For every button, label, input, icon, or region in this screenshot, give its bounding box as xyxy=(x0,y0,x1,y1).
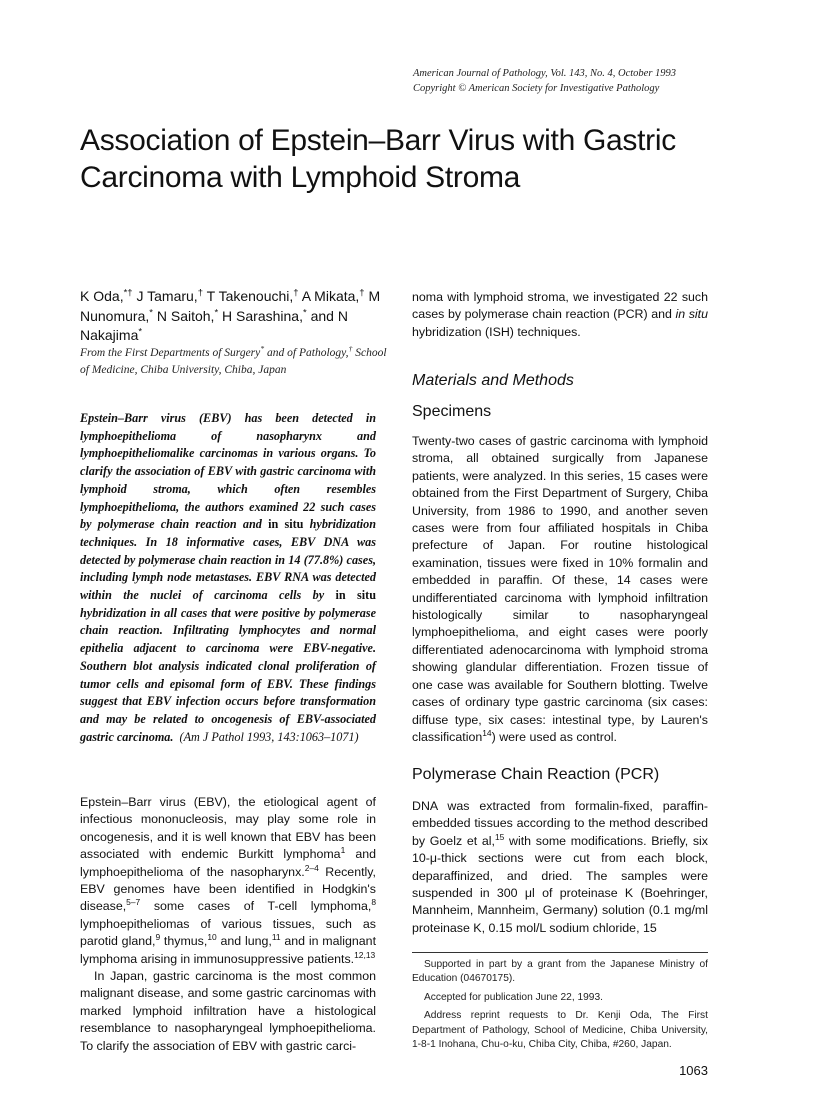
footnote-support: Supported in part by a grant from the Japanese Ministry of Education (04670175). xyxy=(412,959,708,985)
footnote-accepted: Accepted for publication June 22, 1993. xyxy=(424,991,603,1003)
intro-paragraph-2: In Japan, gastric carcinoma is the most common malignant disease, and some gastric carcinomas with marked lymphoid infiltration have a histological resemblance to nasopharyngeal lymphoepithelioma. To clarify the association of EBV with gastric carci- xyxy=(80,969,376,1053)
footnotes xyxy=(412,958,708,1056)
author-list: K Oda,*† J Tamaru,† T Takenouchi,† A Mikata,† M Nunomura,* N Saitoh,* H Sarashina,* and N Nakajima* xyxy=(80,287,381,343)
section-heading-materials-methods: Materials and Methods xyxy=(412,372,574,389)
pcr-paragraph: DNA was extracted from formalin-fixed, paraffin-embedded tissues according to the method described by Goelz et al,$^{15}$ with some modifications. Briefly, six 10-μ-thick sections were cut from each block, deparaffinized, and dried. The samples were suspended in 300 μl of proteinase K (Boehringer, Mannheim, Mannheim, Germany) solution (0.1 mg/ml proteinase K, 0.15 mol/L sodium chloride, 15 xyxy=(412,799,709,935)
abstract-citation: (Am J Pathol 1993, 143:1063–1071) xyxy=(179,729,359,744)
intro-paragraph-1: Epstein–Barr virus (EBV), the etiological agent of infectious mononucleosis, may play some role in oncogenesis, and it is well known that EBV has been associated with endemic Burkitt lymphoma$^1$ and lymphoepithelioma of the nasopharynx.$^{2-4}$ Recently, EBV genomes have been identified in Hodgkin's disease,$^{5-7}$ some cases of T-cell lymphoma,$^8$ lymphoepitheliomas of various tissues, such as parotid gland,$^9$ thymus,$^{10}$ and lung,$^{11}$ and in malignant lymphoma arising in immunosuppressive patients.$^{12,13}$ xyxy=(80,795,377,966)
author-affiliation: From the First Departments of Surgery* and of Pathology,† School of Medicine, Chiba University, Chiba, Japan xyxy=(80,344,387,376)
journal-header xyxy=(413,66,743,96)
subsection-heading-pcr: Polymerase Chain Reaction (PCR) xyxy=(412,766,660,783)
page-number: 1063 xyxy=(679,1063,708,1078)
intro-paragraph-2-continued: noma with lymphoid stroma, we investigated 22 such cases by polymerase chain reaction (PCR) and in situ hybridization (ISH) techniques. xyxy=(412,290,708,339)
footnote-address: Address reprint requests to Dr. Kenji Oda, The First Department of Pathology, School of Medicine, Chiba University, 1-8-1 Inohana, Chu-o-ku, Chiba City, Chiba, #260, Japan. xyxy=(412,1010,708,1051)
journal-citation: American Journal of Pathology, Vol. 143, No. 4, October 1993 xyxy=(413,68,677,79)
article-title: Association of Epstein–Barr Virus with Gastric Carcinoma with Lymphoid Stroma xyxy=(80,124,676,194)
footnote-divider xyxy=(412,952,708,953)
introduction-left-column xyxy=(80,794,376,1055)
specimens-paragraph: Twenty-two cases of gastric carcinoma with lymphoid stroma, all obtained surgically from Japanese patients, were analyzed. In this series, 15 cases were obtained from the First Department of Surgery, Chiba University, from 1986 to 1990, and another seven cases were from four affiliated hospitals in Chiba prefecture of Japan. For routine histological examination, tissues were fixed in 10% formalin and embedded in paraffin. Of these, 14 cases were undifferentiated carcinoma with lymphoid infiltration histologically similar to nasopharyngeal lymphoepithelioma, and eight cases were poorly differentiated adenocarcinoma with lymphoid stroma showing glandular differentiation. Frozen tissue of one case was available for Southern blotting. Twelve cases of ordinary type gastric carcinoma (six cases: diffuse type, six cases: intestinal type, by Lauren's classification$^{14}$) were used as control. xyxy=(412,434,708,744)
abstract: Epstein–Barr virus (EBV) has been detected in lymphoepithelioma of nasopharynx and lymphoepitheliomalike carcinomas in various organs. To clarify the association of EBV with gastric carcinoma with lymphoid stroma, which often resembles lymphoepithelioma, the authors examined 22 such cases by polymerase chain reaction and in situ hybridization techniques. In 18 informative cases, EBV DNA was detected by polymerase chain reaction in 14 (77.8%) cases, including lymph node metastases. EBV RNA was detected within the nuclei of carcinoma cells by in situ hybridization in all cases that were positive by polymerase chain reaction. Infiltrating lymphocytes and normal epithelia adjacent to carcinoma were EBV-negative. Southern blot analysis indicated clonal proliferation of tumor cells and episomal form of EBV. These findings suggest that EBV infection occurs before transformation and may be related to oncogenesis of EBV-associated gastric carcinoma. (Am J Pathol 1993, 143:1063–1071) xyxy=(80,411,377,744)
journal-copyright: Copyright © American Society for Investigative Pathology xyxy=(413,83,660,94)
subsection-heading-specimens: Specimens xyxy=(412,403,492,420)
